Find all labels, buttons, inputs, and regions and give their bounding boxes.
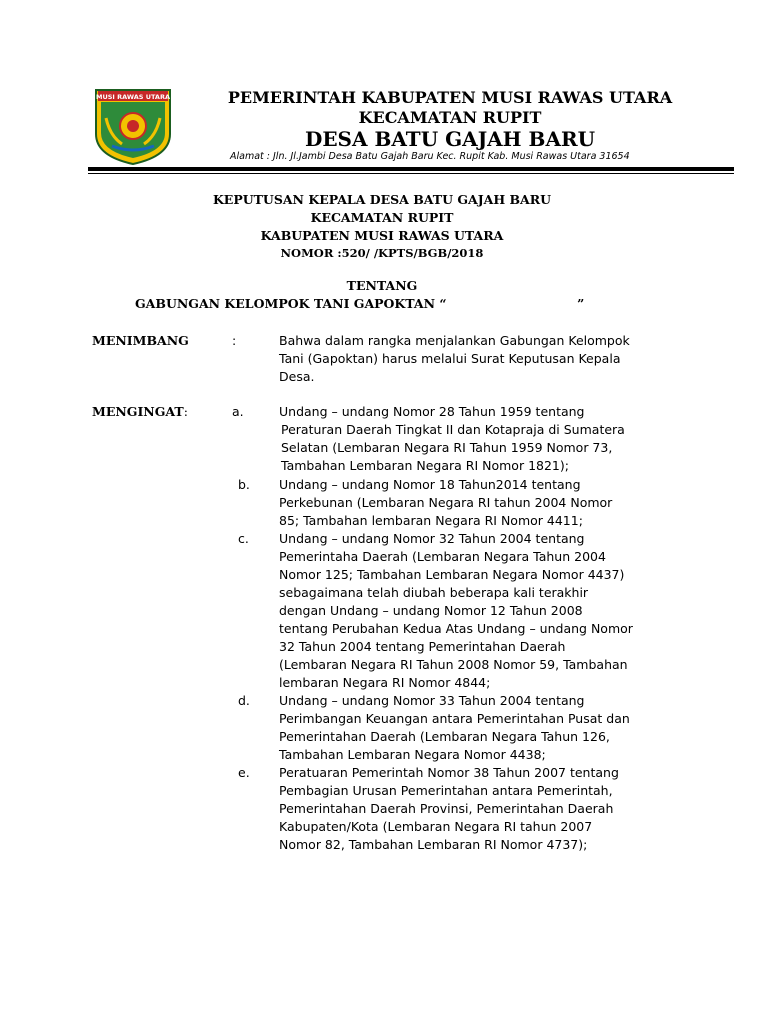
- item-c-text: Undang – undang Nomor 32 Tahun 2004 tentang Pemerintaha Daerah (Lembaran Negara Tahun 2004 Nomor 125; Tambahan Lembaran Negara Nomor 4437) sebagaimana telah diubah beberapa kali terakhir dengan Undang – undang Nomor 12 Tahun 2008 tentang Perubahan Kedua Atas Undang – undang Nomor 32 Tahun 2004 tentang Pemerintahan Daerah (Lembaran Negara RI Tahun 2008 Nomor 59, Tambahan lembaran Negara RI Nomor 4844;: [279, 531, 633, 690]
- mengingat-label: MENGINGAT:: [92, 404, 188, 419]
- menimbang-text: Bahwa dalam rangka menjalankan Gabungan Kelompok Tani (Gapoktan) harus melalui Surat Keputusan Kepala Desa.: [279, 333, 630, 384]
- item-b-letter: b.: [238, 477, 250, 492]
- header-government: PEMERINTAH KABUPATEN MUSI RAWAS UTARA: [227, 88, 673, 107]
- logo-text: MUSI RAWAS UTARA: [96, 93, 170, 101]
- item-a-text: Undang – undang Nomor 28 Tahun 1959 tentang Peraturan Daerah Tingkat II dan Kotapraja di Sumatera Selatan (Lembaran Negara RI Tahun 1959 Nomor 73, Tambahan Lembaran Negara RI Nomor 1821);: [279, 404, 625, 473]
- header-address: Alamat : Jln. Jl.Jambi Desa Batu Gajah Baru Kec. Rupit Kab. Musi Rawas Utara 31654: [230, 151, 630, 162]
- header-village: DESA BATU GAJAH BARU: [304, 127, 596, 151]
- regency-logo: [92, 88, 174, 166]
- menimbang-label: MENIMBANG: [92, 333, 189, 348]
- decree-district: KECAMATAN RUPIT: [310, 210, 454, 225]
- header-divider-thin: [88, 173, 734, 174]
- item-d-text: Undang – undang Nomor 33 Tahun 2004 tentang Perimbangan Keuangan antara Pemerintahan Pusat dan Pemerintahan Daerah (Lembaran Negara Tahun 126, Tambahan Lembaran Negara Nomor 4438;: [279, 693, 630, 762]
- header-divider-thick: [88, 167, 734, 171]
- item-a-letter: a.: [232, 404, 244, 419]
- header-district: KECAMATAN RUPIT: [358, 108, 542, 127]
- item-b-text: Undang – undang Nomor 18 Tahun2014 tentang Perkebunan (Lembaran Negara RI tahun 2004 Nomor 85; Tambahan lembaran Negara RI Nomor 4411;: [279, 477, 613, 528]
- decree-title: KEPUTUSAN KEPALA DESA BATU GAJAH BARU: [212, 192, 552, 207]
- decree-regency: KABUPATEN MUSI RAWAS UTARA: [260, 228, 504, 243]
- decree-subject: GABUNGAN KELOMPOK TANI GAPOKTAN “ ”: [135, 296, 585, 311]
- decree-number: NOMOR :520/ /KPTS/BGB/2018: [280, 246, 484, 260]
- item-c-letter: c.: [238, 531, 249, 546]
- menimbang-colon: :: [232, 333, 237, 348]
- decree-about: TENTANG: [346, 278, 418, 293]
- item-d-letter: d.: [238, 693, 250, 708]
- item-e-text: Peratuaran Pemerintah Nomor 38 Tahun 2007 tentang Pembagian Urusan Pemerintahan antara Pemerintah, Pemerintahan Daerah Provinsi, Pemerintahan Daerah Kabupaten/Kota (Lembaran Negara RI tahun 2007 Nomor 82, Tambahan Lembaran RI Nomor 4737);: [279, 765, 619, 852]
- item-e-letter: e.: [238, 765, 250, 780]
